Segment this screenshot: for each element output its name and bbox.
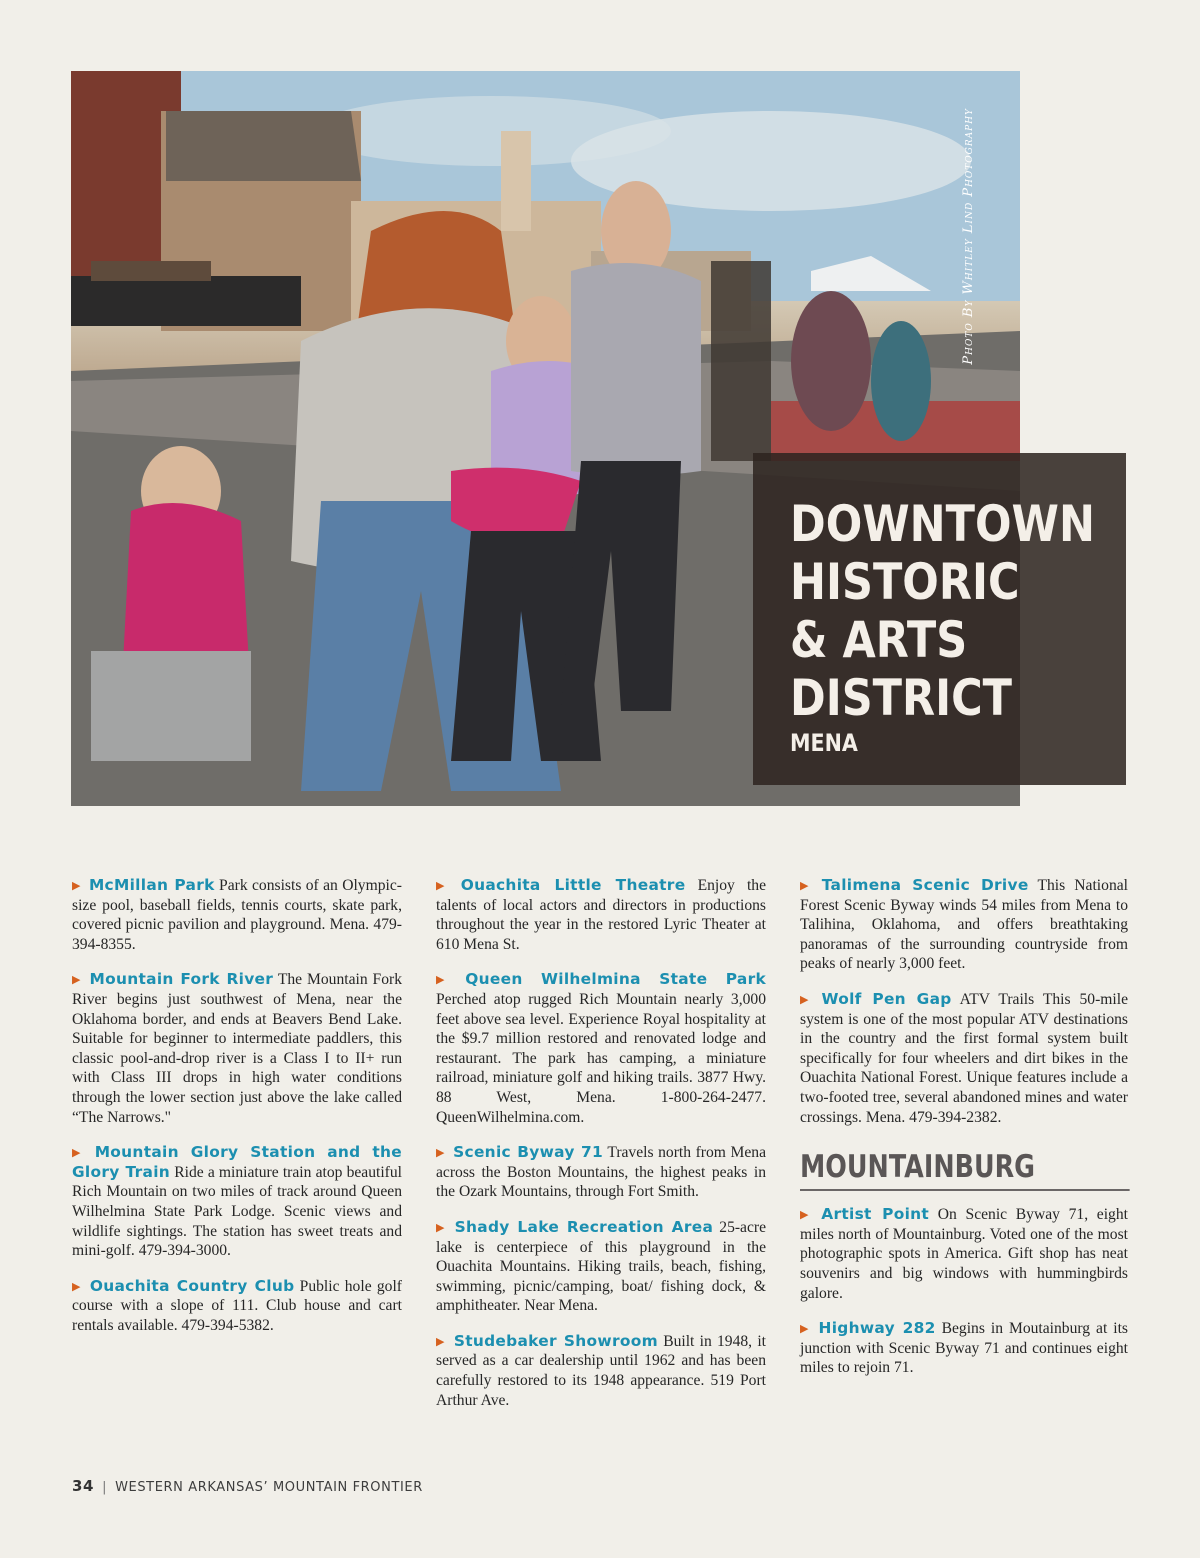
arrow-icon: ▶ <box>72 879 81 892</box>
listing-heading: Talimena Scenic Drive <box>821 876 1029 894</box>
listing-text: Built in 1948, it served as a car dealership until 1962 and has been carefully restored to its 1948 appearance. 519 Port Arthur Ave. <box>436 1332 766 1409</box>
column-2 <box>436 876 766 1426</box>
arrow-icon: ▶ <box>436 879 453 892</box>
title-line: DISTRICT <box>790 669 1013 727</box>
listing-entry <box>436 970 766 1127</box>
photo-credit: Photo By Whitley Lind Photography <box>961 108 976 365</box>
title-line: & ARTS <box>790 611 968 669</box>
listing-entry <box>72 1277 402 1336</box>
arrow-icon: ▶ <box>72 1146 87 1160</box>
arrow-icon: ▶ <box>72 973 82 987</box>
listing-entry <box>800 1319 1128 1378</box>
column-1 <box>72 876 402 1351</box>
district-subtitle: MENA <box>790 729 858 757</box>
listing-text: This National Forest Scenic Byway winds 54 miles from Mena to Talihina, Oklahoma, and offers breathtaking panoramas of the surrounding countryside from peaks of nearly 3,000 feet. <box>800 877 1128 973</box>
listing-text: Travels north from Mena across the Boston Mountains, the highest peaks in the Ozark Mountains, through Fort Smith. <box>436 1144 766 1201</box>
listing-entry <box>72 876 402 954</box>
listing-text: The Mountain Fork River begins just southwest of Mena, near the Oklahoma border, and ends at Beavers Bend Lake. Suitable for beginner to intermediate paddlers, this classic pool-and-drop river is a Class I to II+ run with Class III drops in high water conditions through the lower section just above the lake called “The Narrows." <box>72 971 402 1126</box>
listing-text: Begins in Moutainburg at its junction with Scenic Byway 71 and continues eight miles to rejoin 71. <box>800 1320 1128 1377</box>
arrow-icon: ▶ <box>436 1220 447 1234</box>
page-number: 34 <box>72 1477 95 1495</box>
listing-text: ATV Trails This 50-mile system is one of the most popular ATV destinations in the country and the first formal system built specifically for four wheelers and dirt bikes in the Ouachita National Forest. Unique features include a two-footed tree, several abandoned mines and water crossings. Mena. 479-394-2382. <box>800 990 1128 1126</box>
arrow-icon: ▶ <box>72 1279 82 1293</box>
listing-entry <box>800 1205 1128 1303</box>
listing-entry <box>72 1143 402 1261</box>
listing-heading: Mountain Fork River <box>89 970 274 989</box>
listing-text: Perched atop rugged Rich Mountain nearly 3,000 feet above sea level. Experience Royal hospitality at the $9.7 million restored and renovated lodge and restaurant. The park has camping, a miniature railroad, miniature golf and hiking trails. 3877 Hwy. 88 West, Mena. 1-800-264-2477. QueenWilhelmina.com. <box>436 990 766 1126</box>
listing-heading: Wolf Pen Gap <box>821 989 952 1008</box>
listing-entry <box>72 970 402 1127</box>
arrow-icon: ▶ <box>436 1146 446 1160</box>
arrow-icon: ▶ <box>800 879 814 892</box>
listing-entry <box>800 876 1128 974</box>
listing-text: Ride a miniature train atop beautiful Rich Mountain on two miles of track around Queen Wilhelmina State Park Lodge. Scenic views and wildlife sightings. The station has sweet treats and mini-golf. 479-394-3000. <box>72 1163 403 1260</box>
arrow-icon: ▶ <box>436 973 458 987</box>
listing-entry <box>436 1143 766 1202</box>
listing-entry <box>436 1332 766 1410</box>
listing-entry <box>800 990 1128 1127</box>
arrow-icon: ▶ <box>800 1208 814 1222</box>
title-line: DOWNTOWN <box>790 495 1095 553</box>
listing-heading: Artist Point <box>821 1205 930 1224</box>
page-footer <box>72 1477 423 1495</box>
listing-text: 25-acre lake is centerpiece of this playground in the Ouachita Mountains. Hiking trails, beach, fishing, swimming, picnic/camping, boat/ fishing dock, & amphitheater. Near Mena. <box>436 1218 767 1315</box>
arrow-icon: ▶ <box>800 992 814 1006</box>
listing-text: Enjoy the talents of local actors and directors in productions throughout the year in the restored Lyric Theater at 610 Mena St. <box>436 877 766 953</box>
listing-heading: Mountain Glory Station and the Glory Train <box>72 1143 402 1181</box>
listing-heading: Ouachita Country Club <box>89 1276 295 1295</box>
listing-text: On Scenic Byway 71, eight miles north of Mountainburg. Voted one of the most photographic spots in America. Gift shop has neat souvenirs and big windows with hummingbirds galore. <box>800 1206 1128 1302</box>
district-title <box>790 495 1100 727</box>
section-title-box <box>753 453 1126 785</box>
publication-name: WESTERN ARKANSAS’ MOUNTAIN FRONTIER <box>115 1480 423 1495</box>
column-3 <box>800 876 1128 1394</box>
section-heading-mountainburg: MOUNTAINBURG <box>800 1149 1130 1191</box>
footer-divider: | <box>102 1480 108 1495</box>
listing-heading: McMillan Park <box>88 876 215 894</box>
listing-entry <box>436 1218 766 1316</box>
arrow-icon: ▶ <box>436 1334 446 1348</box>
listing-heading: Scenic Byway 71 <box>453 1143 604 1162</box>
title-line: HISTORIC <box>790 553 1020 611</box>
listing-text: Park consists of an Olympic-size pool, baseball fields, tennis courts, skate park, covered picnic pavilion and playground. Mena. 479- 394-8355. <box>72 877 402 953</box>
listing-heading: Queen Wilhelmina State Park <box>465 970 766 989</box>
listing-heading: Shady Lake Recreation Area <box>454 1217 714 1236</box>
listing-heading: Ouachita Little Theatre <box>460 876 686 894</box>
listing-entry <box>436 876 766 954</box>
listing-heading: Studebaker Showroom <box>453 1331 658 1350</box>
listing-heading: Highway 282 <box>818 1319 936 1338</box>
arrow-icon: ▶ <box>800 1322 811 1336</box>
listing-text: Public hole golf course with a slope of 111. Club house and cart rentals available. 479-394-5382. <box>72 1277 402 1334</box>
